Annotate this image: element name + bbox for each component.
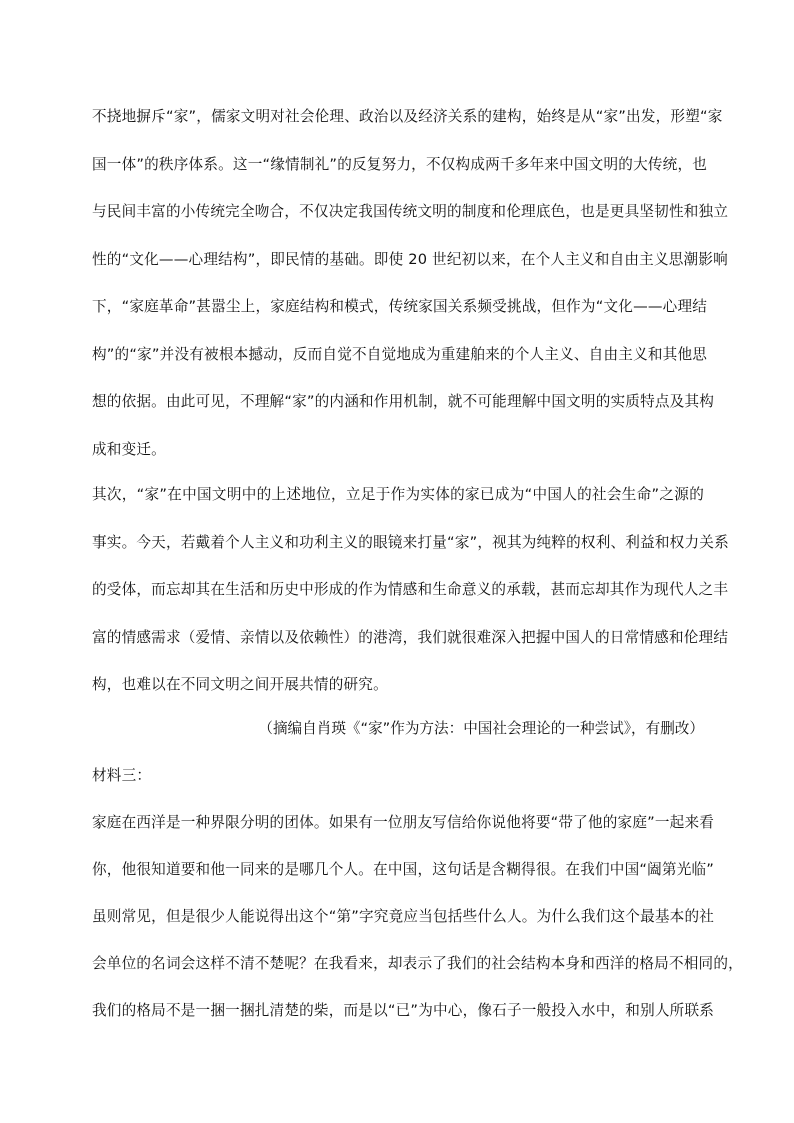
paragraph1-line-6: 构”的“家”并没有被根本撼动，反而自觉不自觉地成为重建舶来的个人主义、自由主义和其他思 — [92, 346, 708, 363]
paragraph1-line-2: 国一体”的秩序体系。这一“缘情制礼”的反复努力，不仅构成两千多年来中国文明的大传统，也 — [92, 156, 708, 173]
paragraph1-line-4: 性的“文化——心理结构”，即民情的基础。即使 20 世纪初以来，在个人主义和自由主义思潮影响 — [92, 251, 728, 268]
paragraph2-line-2: 事实。今天，若戴着个人主义和功利主义的眼镜来打量“家”，视其为纯粹的权利、利益和权力关系 — [92, 534, 729, 551]
paragraph1-line-5: 下，“家庭革命”甚嚣尘上，家庭结构和模式，传统家国关系频受挑战，但作为“文化——心理结 — [92, 298, 708, 315]
paragraph1-line-8: 成和变迁。 — [92, 441, 166, 458]
paragraph3-line-2: 你，他很知道要和他一同来的是哪几个人。在中国，这句话是含糊得很。在我们中国“阖第光临” — [92, 861, 715, 878]
paragraph1-line-3: 与民间丰富的小传统完全吻合，不仅决定我国传统文明的制度和伦理底色，也是更具坚韧性和独立 — [92, 203, 729, 220]
paragraph3-line-1: 家庭在西洋是一种界限分明的团体。如果有一位朋友写信给你说他将要“带了他的家庭”一起来看 — [92, 814, 715, 831]
paragraph3-line-4: 会单位的名词会这样不清不楚呢？在我看来，却表示了我们的社会结构本身和西洋的格局不相同的， — [92, 955, 743, 972]
paragraph3-line-3: 虽则常见，但是很少人能说得出这个“第”字究竟应当包括些什么人。为什么我们这个最基本的社 — [92, 908, 715, 925]
paragraph2-line-4: 富的情感需求（爱情、亲情以及依赖性）的港湾，我们就很难深入把握中国人的日常情感和伦理结 — [92, 629, 729, 646]
material3-heading: 材料三： — [92, 767, 152, 784]
paragraph1-line-7: 想的依据。由此可见，不理解“家”的内涵和作用机制，就不可能理解中国文明的实质特点及其构 — [92, 393, 715, 410]
paragraph2-line-1: 其次，“家”在中国文明中的上述地位，立足于作为实体的家已成为“中国人的社会生命”之源的 — [92, 486, 704, 503]
paragraph2-line-3: 的受体，而忘却其在生活和历史中形成的作为情感和生命意义的承载，甚而忘却其作为现代人之丰 — [92, 581, 729, 598]
paragraph2-line-5: 构，也难以在不同文明之间开展共情的研究。 — [92, 676, 388, 693]
paragraph3-line-5: 我们的格局不是一捆一捆扎清楚的柴，而是以“已”为中心，像石子一般投入水中，和别人所联系 — [92, 1002, 715, 1019]
source-citation: （摘编自肖瑛《“家”作为方法：中国社会理论的一种尝试》，有删改） — [258, 720, 704, 737]
paragraph1-line-1: 不挠地摒斥“家”，儒家文明对社会伦理、政治以及经济关系的建构，始终是从“家”出发，形塑“家 — [92, 108, 723, 125]
